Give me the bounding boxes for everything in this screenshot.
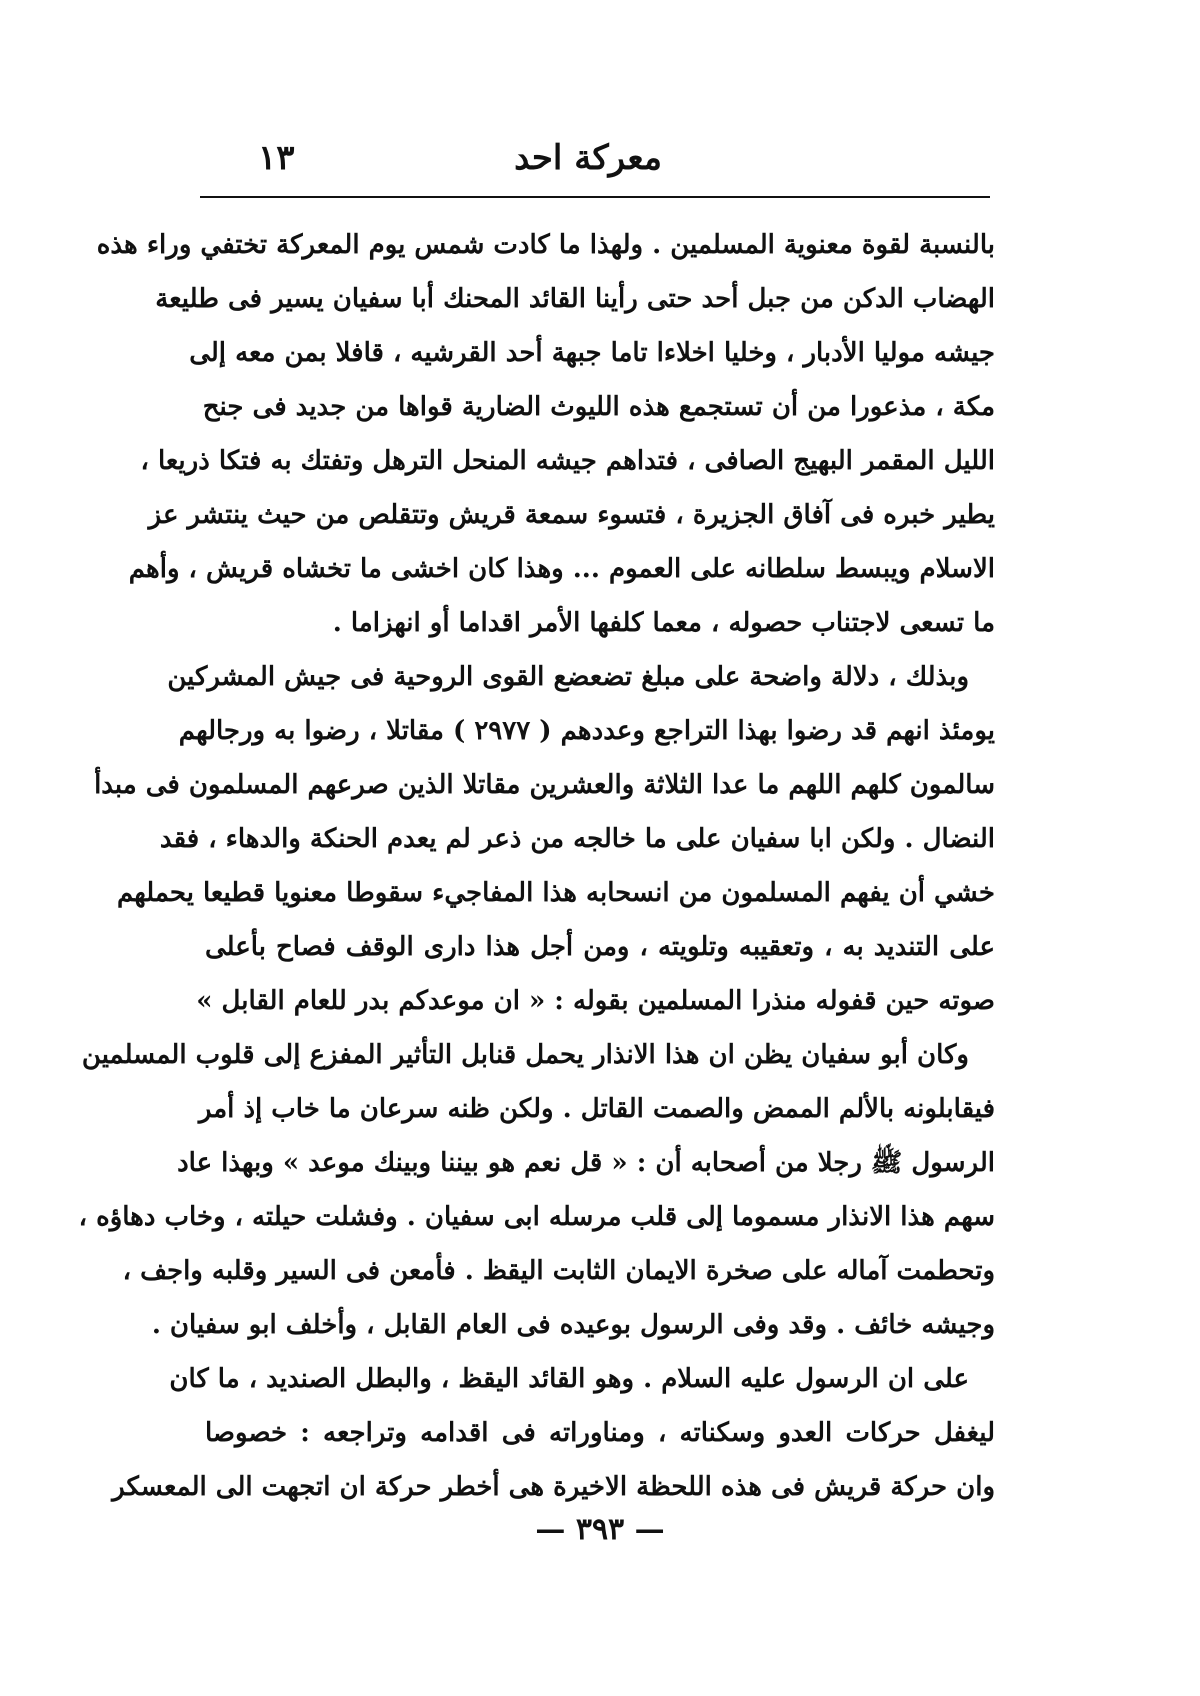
running-title: معركة احد [514, 138, 662, 178]
text-line: الهضاب الدكن من جبل أحد حتى رأينا القائد المحنك أبا سفيان يسير فى طليعة [155, 284, 995, 314]
text-line: على ان الرسول عليه السلام . وهو القائد اليقظ ، والبطل الصنديد ، ما كان [169, 1364, 969, 1394]
text-line: ما تسعى لاجتناب حصوله ، معما كلفها الأمر اقداما أو انهزاما . [332, 608, 995, 638]
text-line: الليل المقمر البهيج الصافى ، فتداهم جيشه المنحل الترهل وتفتك به فتكا ذريعا ، [140, 446, 995, 476]
text-line: ليغفل حركات العدو وسكناته ، ومناوراته فى اقدامه وتراجعه : خصوصا [205, 1418, 995, 1448]
text-line: جيشه موليا الأدبار ، وخليا اخلاءا تاما جبهة أحد القرشيه ، قافلا بمن معه إلى [189, 338, 995, 368]
chapter-page-number: ١٣ [258, 138, 295, 178]
text-line: الرسول ﷺ رجلا من أصحابه أن : « قل نعم هو بيننا وبينك موعد » وبهذا عاد [177, 1148, 995, 1178]
text-line: النضال . ولكن ابا سفيان على ما خالجه من ذعر لم يعدم الحنكة والدهاء ، فقد [159, 824, 995, 854]
text-line: على التنديد به ، وتعقيبه وتلويته ، ومن أجل هذا دارى الوقف فصاح بأعلى [205, 932, 995, 962]
paragraph-4 [112, 1352, 995, 1514]
text-line: مكة ، مذعورا من أن تستجمع هذه الليوث الضارية قواها من جديد فى جنح [202, 392, 995, 422]
text-line: يطير خبره فى آفاق الجزيرة ، فتسوء سمعة قريش وتتقلص من حيث ينتشر عز [148, 500, 995, 530]
text-line: صوته حين قفوله منذرا المسلمين بقوله : « ان موعدكم بدر للعام القابل » [196, 986, 995, 1016]
text-line: سهم هذا الانذار مسموما إلى قلب مرسله ابى سفيان . وفشلت حيلته ، وخاب دهاؤه ، [78, 1202, 995, 1232]
paragraph-2 [94, 650, 995, 1028]
text-line: الاسلام ويبسط سلطانه على العموم ... وهذا كان اخشى ما تخشاه قريش ، وأهم [128, 554, 995, 584]
page-header [200, 138, 992, 188]
header-divider [200, 196, 990, 198]
text-line: سالمون كلهم اللهم ما عدا الثلاثة والعشرين مقاتلا الذين صرعهم المسلمون فى مبدأ [94, 770, 995, 800]
text-line: وتحطمت آماله على صخرة الايمان الثابت اليقظ . فأمعن فى السير وقلبه واجف ، [122, 1256, 995, 1286]
text-line: خشي أن يفهم المسلمون من انسحابه هذا المفاجيء سقوطا معنويا قطيعا يحملهم [117, 878, 995, 908]
text-line: وان حركة قريش فى هذه اللحظة الاخيرة هى أخطر حركة ان اتجهت الى المعسكر [112, 1472, 995, 1502]
text-line: بالنسبة لقوة معنوية المسلمين . ولهذا ما كادت شمس يوم المعركة تختفي وراء هذه [96, 230, 995, 260]
text-line: يومئذ انهم قد رضوا بهذا التراجع وعددهم ( ٢٩٧٧ ) مقاتلا ، رضوا به ورجالهم [178, 716, 995, 746]
text-line: وبذلك ، دلالة واضحة على مبلغ تضعضع القوى الروحية فى جيش المشركين [167, 662, 969, 692]
text-line: فيقابلونه بالألم الممض والصمت القاتل . ولكن ظنه سرعان ما خاب إذ أمر [198, 1094, 995, 1124]
body-text [78, 218, 995, 1514]
text-line: وجيشه خائف . وقد وفى الرسول بوعيده فى العام القابل ، وأخلف ابو سفيان . [151, 1310, 995, 1340]
text-line: وكان أبو سفيان يظن ان هذا الانذار يحمل قنابل التأثير المفزع إلى قلوب المسلمين [81, 1040, 969, 1070]
page-number-footer: — ٣٩٣ — [535, 1512, 665, 1547]
paragraph-1 [96, 218, 995, 650]
paragraph-3 [78, 1028, 995, 1352]
